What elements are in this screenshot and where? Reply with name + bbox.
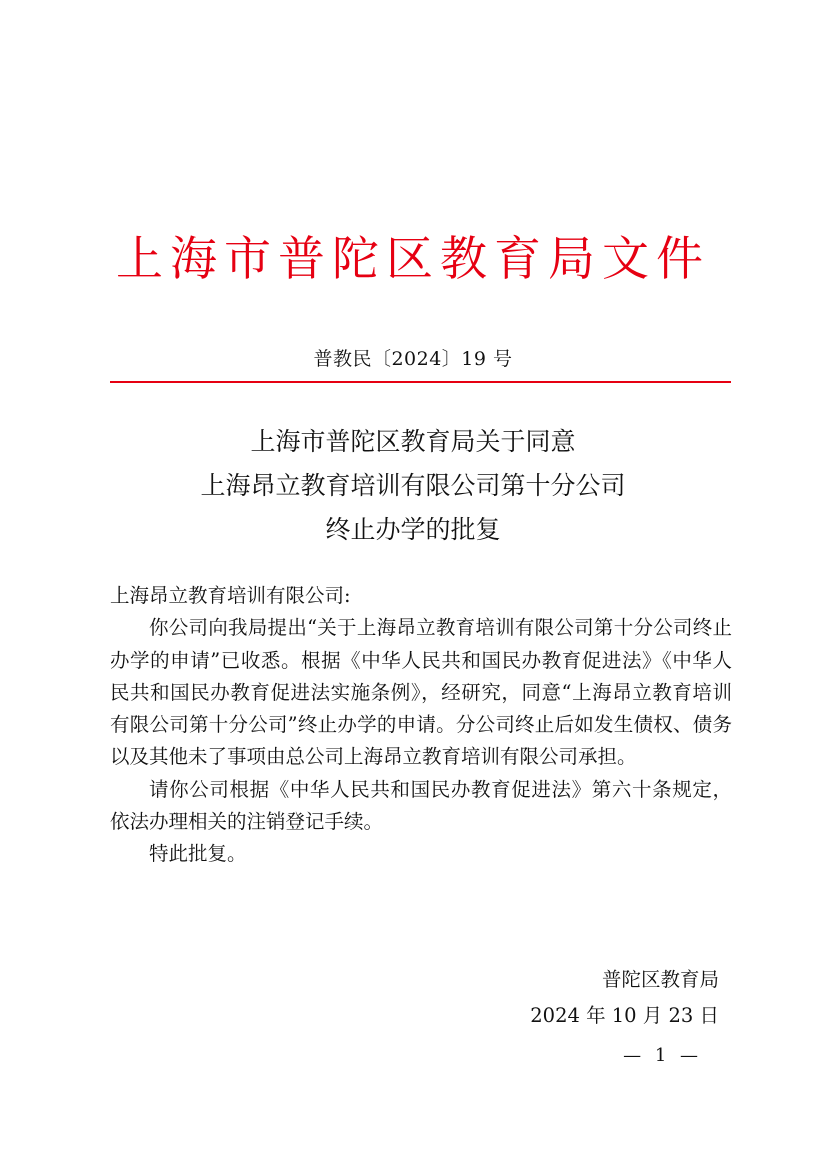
issue-date: 2024 年 10 月 23 日 xyxy=(530,1004,719,1027)
signature-block xyxy=(530,962,719,1034)
document-number: 普教民〔2024〕19 号 xyxy=(313,348,513,370)
title-line-2: 上海昂立教育培训有限公司第十分公司 xyxy=(200,471,626,500)
title-line-1: 上海市普陀区教育局关于同意 xyxy=(250,427,576,456)
title-line-3: 终止办学的批复 xyxy=(325,515,501,544)
body-paragraph-3: 特此批复。 xyxy=(149,842,247,866)
document-header-title: 上海市普陀区教育局文件 xyxy=(116,232,710,287)
body-paragraph-2: 请你公司根据《中华人民共和国民办教育促进法》第六十条规定，依法办理相关的注销登记手续。 xyxy=(110,777,732,834)
document-body xyxy=(110,580,732,871)
issuer-name: 普陀区教育局 xyxy=(601,968,719,991)
body-paragraph-1: 你公司向我局提出“关于上海昂立教育培训有限公司第十分公司终止办学的申请”已收悉。根据《中华人民共和国民办教育促进法》《中华人民共和国民办教育促进法实施条例》，经研究，同意“上海昂立教育培训有限公司第十分公司”终止办学的申请。分公司终止后如发生债权、债务以及其他未了事项由总公司上海昂立教育培训有限公司承担。 xyxy=(110,616,732,769)
red-divider-line xyxy=(110,381,731,383)
document-title xyxy=(0,420,826,552)
salutation: 上海昂立教育培训有限公司: xyxy=(110,584,351,607)
page-number: — 1 — xyxy=(623,1045,702,1066)
